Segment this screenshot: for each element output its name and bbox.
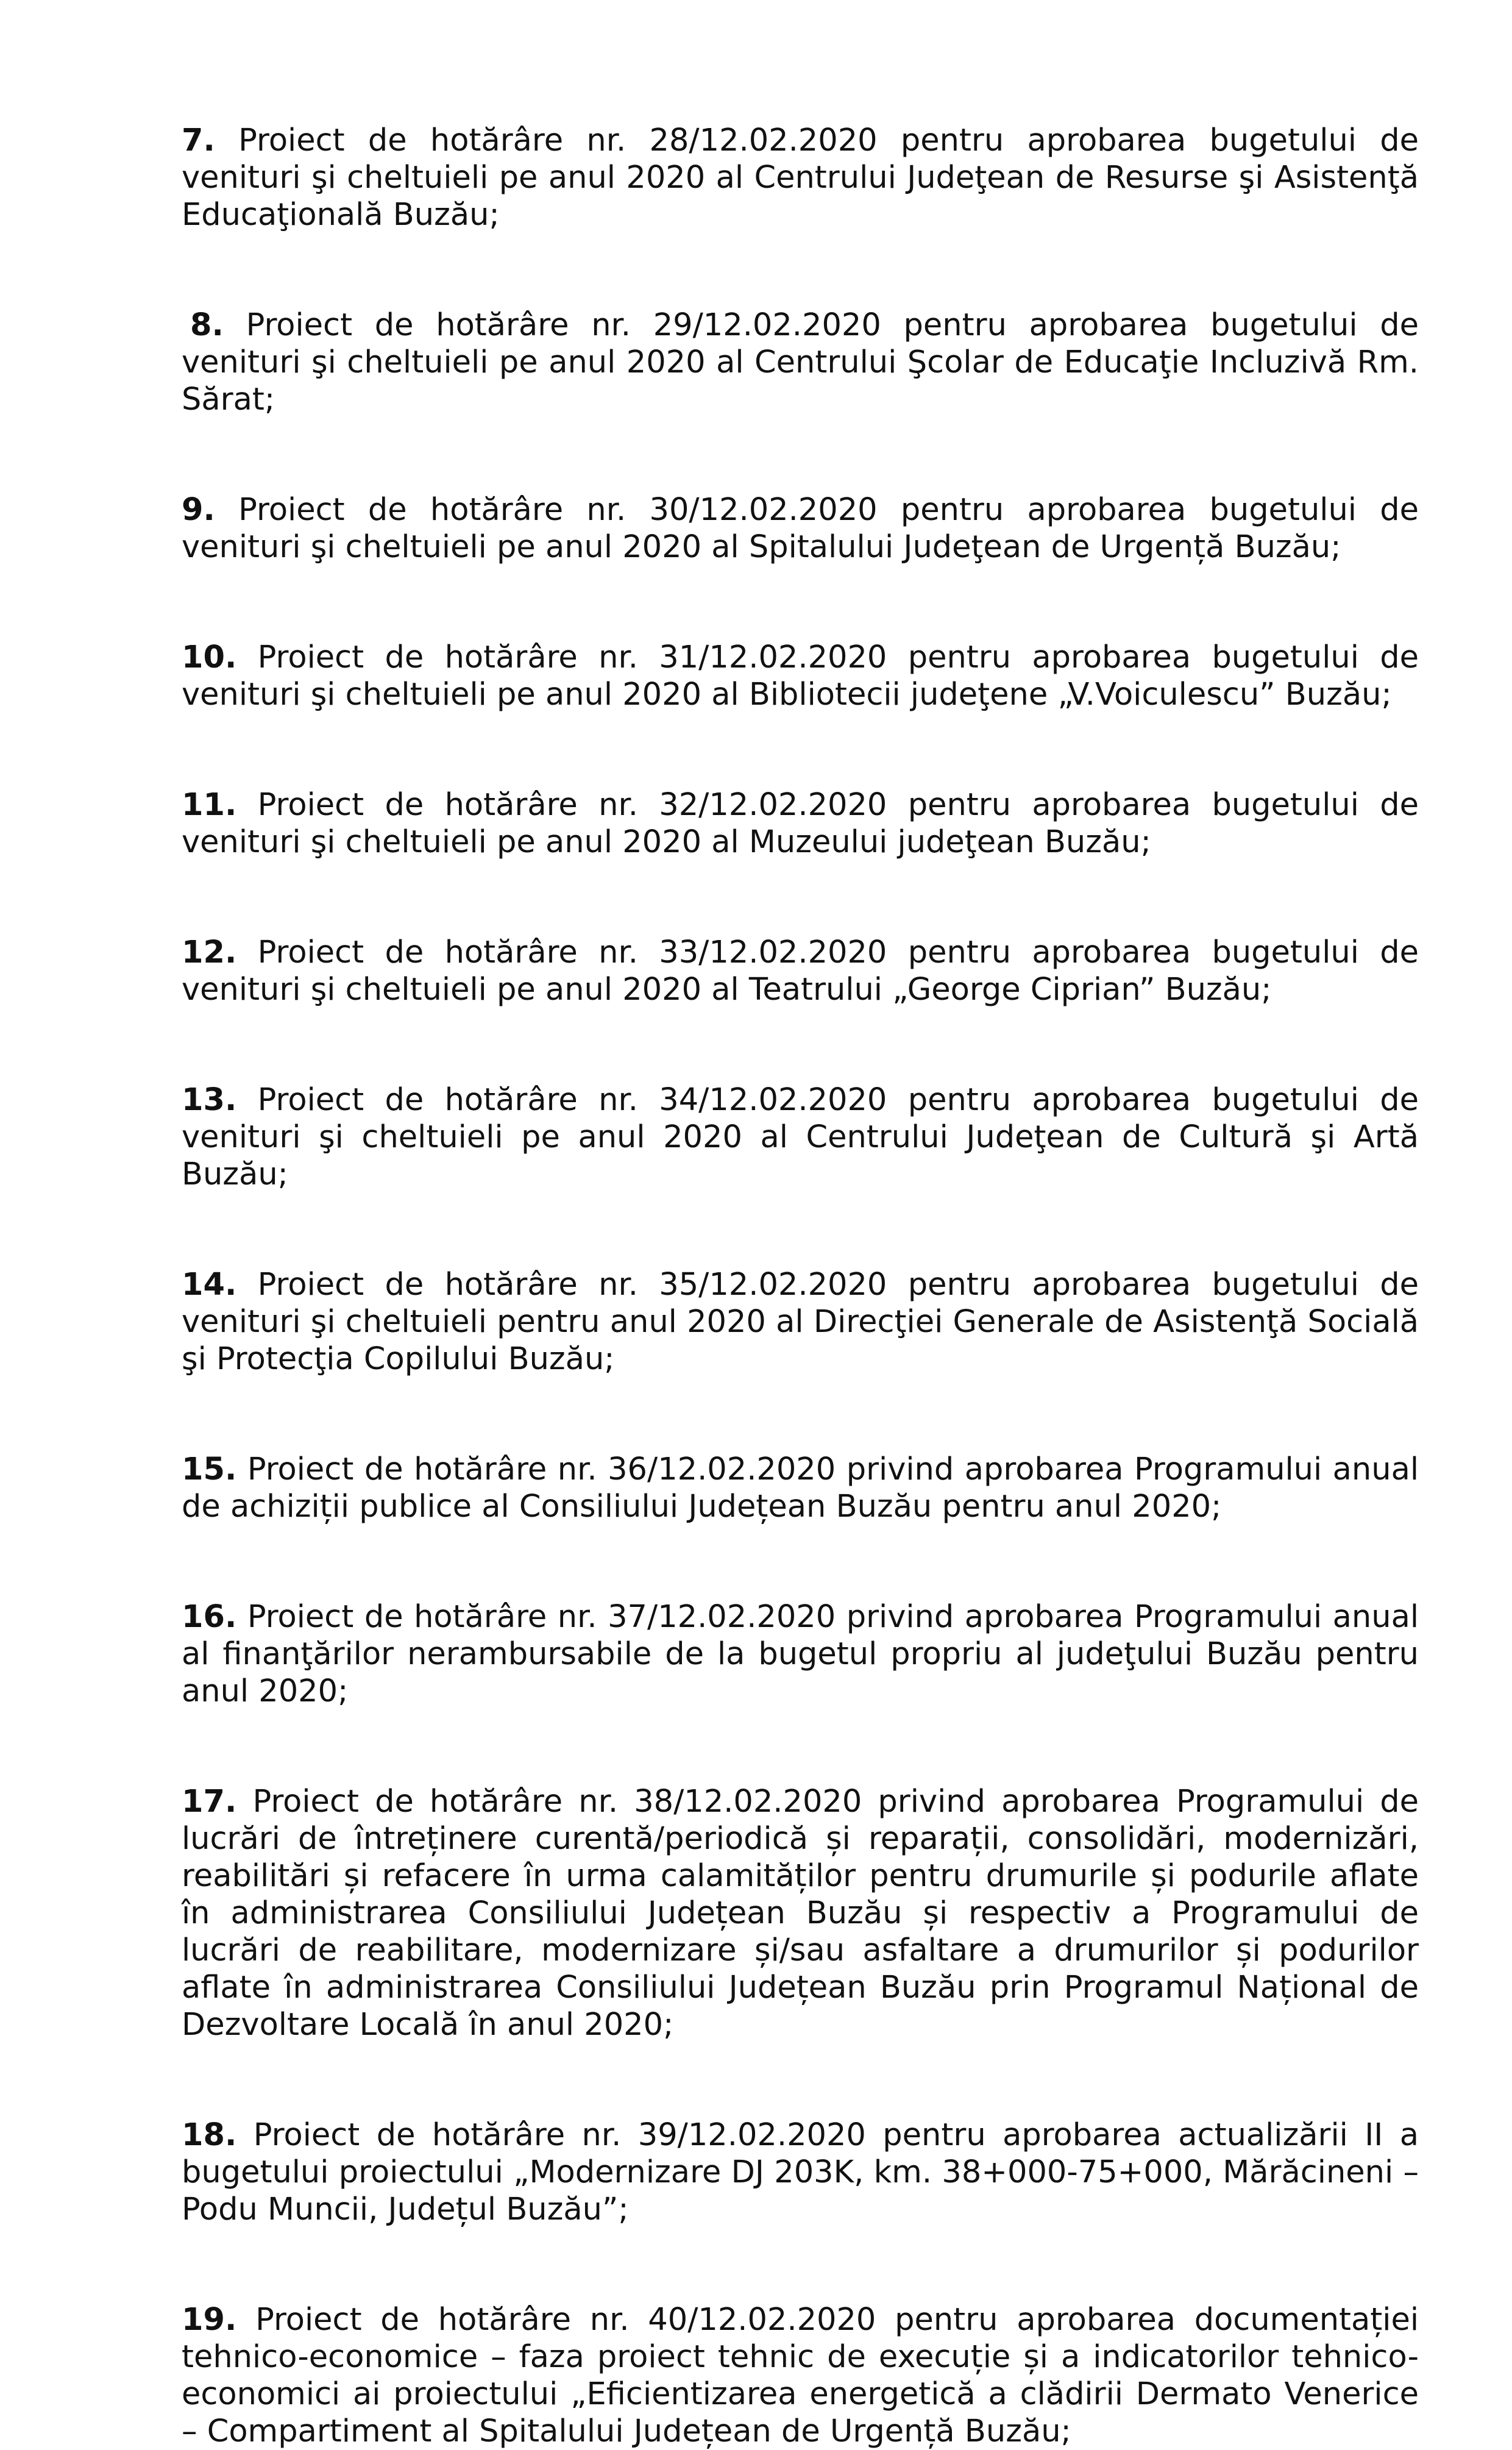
- item-number: 10.: [182, 639, 237, 675]
- item-number: 17.: [182, 1784, 237, 1820]
- agenda-item-17: [182, 1783, 1419, 2043]
- item-text: Proiect de hotărâre nr. 34/12.02.2020 pentru aprobarea bugetului de venituri şi cheltuieli pe anul 2020 al Centrului Judeţean de Cultură şi Artă Buzău;: [182, 1082, 1419, 1192]
- item-number: 7.: [182, 123, 215, 158]
- item-text: Proiect de hotărâre nr. 29/12.02.2020 pentru aprobarea bugetului de venituri şi cheltuieli pe anul 2020 al Centrului Şcolar de Educaţie Incluzivă Rm. Sărat;: [182, 307, 1419, 418]
- item-text: Proiect de hotărâre nr. 38/12.02.2020 privind aprobarea Programului de lucrări de întreținere curentă/periodică și reparații, consolidări, modernizări, reabilitări și refacere în urma calamităților pentru drumurile și podurile aflate în administrarea Consiliului Județean Buzău și respectiv a Programului de lucrări de reabilitare, modernizare și/sau asfaltare a drumurilor și podurilor aflate în administrarea Consiliului Județean Buzău prin Programul Național de Dezvoltare Locală în anul 2020;: [182, 1784, 1419, 2043]
- item-text: Proiect de hotărâre nr. 32/12.02.2020 pentru aprobarea bugetului de venituri şi cheltuieli pe anul 2020 al Muzeului judeţean Buzău;: [182, 787, 1419, 860]
- document-page: [182, 122, 1419, 2450]
- agenda-item-10: [182, 639, 1419, 713]
- agenda-item-16: [182, 1598, 1419, 1710]
- item-number: 13.: [182, 1082, 237, 1118]
- item-text: Proiect de hotărâre nr. 31/12.02.2020 pentru aprobarea bugetului de venituri şi cheltuieli pe anul 2020 al Bibliotecii judeţene „V.Voiculescu” Buzău;: [182, 639, 1419, 713]
- agenda-item-18: [182, 2117, 1419, 2228]
- item-number: 8.: [190, 307, 224, 343]
- item-number: 9.: [182, 492, 215, 528]
- agenda-item-14: [182, 1266, 1419, 1378]
- agenda-item-11: [182, 786, 1419, 861]
- item-text: Proiect de hotărâre nr. 30/12.02.2020 pentru aprobarea bugetului de venituri şi cheltuieli pe anul 2020 al Spitalului Judeţean de Urgență Buzău;: [182, 492, 1419, 565]
- item-number: 19.: [182, 2302, 237, 2338]
- item-text: Proiect de hotărâre nr. 39/12.02.2020 pentru aprobarea actualizării II a bugetului proiectului „Modernizare DJ 203K, km. 38+000-75+000, Mărăcineni – Podu Muncii, Județul Buzău”;: [182, 2117, 1419, 2227]
- agenda-item-13: [182, 1081, 1419, 1193]
- agenda-item-12: [182, 934, 1419, 1008]
- agenda-item-7: [182, 122, 1419, 233]
- item-number: 11.: [182, 787, 237, 823]
- item-number: 15.: [182, 1451, 237, 1487]
- item-text: Proiect de hotărâre nr. 36/12.02.2020 privind aprobarea Programului anual de achiziții publice al Consiliului Județean Buzău pentru anul 2020;: [182, 1451, 1419, 1525]
- item-text: Proiect de hotărâre nr. 37/12.02.2020 privind aprobarea Programului anual al finanţărilor nerambursabile de la bugetul propriu al judeţului Buzău pentru anul 2020;: [182, 1599, 1419, 1709]
- item-number: 12.: [182, 935, 237, 970]
- item-number: 14.: [182, 1267, 237, 1303]
- item-text: Proiect de hotărâre nr. 28/12.02.2020 pentru aprobarea bugetului de venituri şi cheltuieli pe anul 2020 al Centrului Judeţean de Resurse şi Asistenţă Educaţională Buzău;: [182, 123, 1419, 233]
- item-number: 18.: [182, 2117, 237, 2153]
- item-text: Proiect de hotărâre nr. 35/12.02.2020 pentru aprobarea bugetului de venituri şi cheltuieli pentru anul 2020 al Direcţiei Generale de Asistenţă Socială şi Protecţia Copilului Buzău;: [182, 1267, 1419, 1377]
- agenda-item-8: [182, 307, 1419, 418]
- agenda-item-15: [182, 1451, 1419, 1525]
- item-text: Proiect de hotărâre nr. 33/12.02.2020 pentru aprobarea bugetului de venituri şi cheltuieli pe anul 2020 al Teatrului „George Ciprian” Buzău;: [182, 935, 1419, 1008]
- item-number: 16.: [182, 1599, 237, 1635]
- agenda-item-19: [182, 2301, 1419, 2450]
- item-text: Proiect de hotărâre nr. 40/12.02.2020 pentru aprobarea documentației tehnico-economice – faza proiect tehnic de execuție și a indicatorilor tehnico-economici ai proiectului „Eficientizarea energetică a clădirii Dermato Venerice – Compartiment al Spitalului Județean de Urgență Buzău;: [182, 2302, 1419, 2449]
- agenda-item-9: [182, 491, 1419, 566]
